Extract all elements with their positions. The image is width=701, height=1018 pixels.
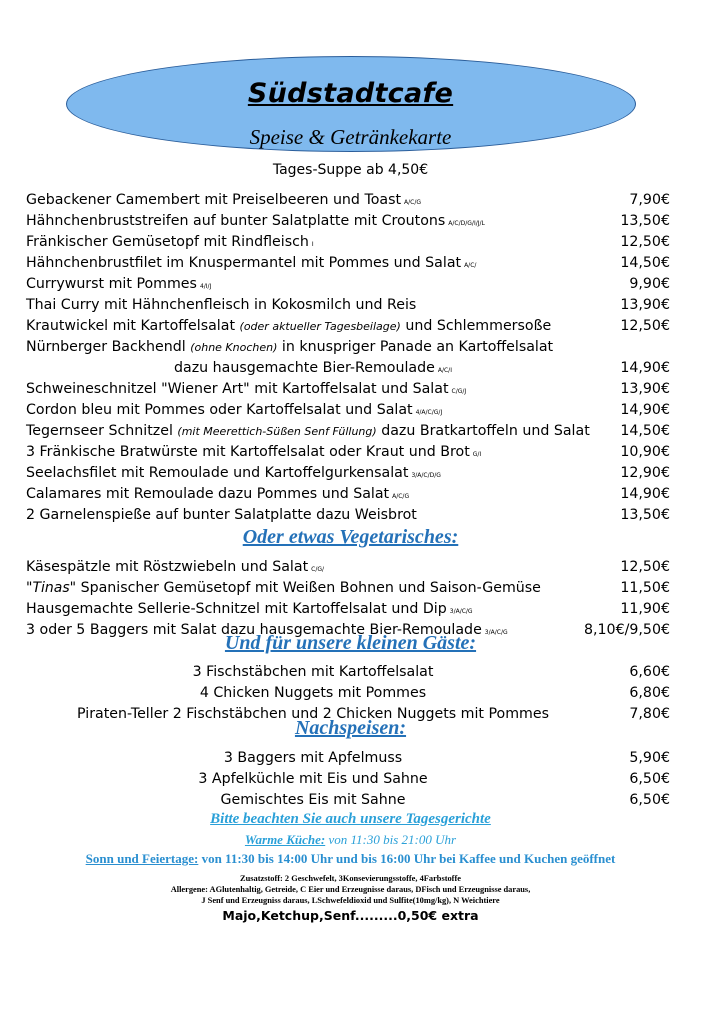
menu-item	[26, 339, 670, 359]
menu-item	[26, 486, 670, 506]
allergens-note-1: Allergene: AGlutenhaltig, Getreide, C Eier und Erzeugnisse daraus, DFisch und Erzeugnisse daraus,	[170, 885, 531, 894]
item-price: 14,90€	[620, 360, 670, 376]
item-name: 4 Chicken Nuggets mit Pommes	[199, 685, 427, 701]
item-name: Hausgemachte Sellerie-Schnitzel mit Kartoffelsalat und Dip	[26, 601, 447, 617]
item-name-after: dazu Bratkartoffeln und Salat	[381, 423, 590, 439]
item-allergens: A/C/G	[392, 493, 410, 500]
item-note: (oder aktueller Tagesbeilage)	[239, 320, 401, 333]
item-name: Thai Curry mit Hähnchenfleisch in Kokosmilch und Reis	[26, 297, 417, 313]
item-price: 14,90€	[620, 402, 670, 418]
menu-item	[26, 318, 670, 338]
holiday-time: von 11:30 bis 14:00 Uhr und bis 16:00 Uhr bei Kaffee und Kuchen geöffnet	[201, 851, 616, 866]
item-name-after: in knuspriger Panade an Kartoffelsalat	[281, 339, 554, 355]
section-title-desserts: Nachspeisen:	[294, 717, 407, 739]
item-price: 12,50€	[620, 559, 670, 575]
item-name: Cordon bleu mit Pommes oder Kartoffelsalat und Salat	[26, 402, 413, 418]
holiday-label: Sonn und Feiertage:	[85, 851, 199, 866]
item-price: 5,90€	[629, 750, 670, 766]
section-title-kids: Und für unsere kleinen Gäste:	[224, 632, 477, 654]
item-price: 8,10€/9,50€	[583, 622, 670, 638]
menu-item	[26, 213, 670, 233]
allergens-note-2: J Senf und Erzeugniss daraus, LSchwefeldioxid und Sulfite(10mg/kg), N Weichtiere	[201, 896, 500, 905]
kitchen-label: Warme Küche:	[244, 832, 326, 847]
menu-item	[26, 276, 670, 296]
item-name: Calamares mit Remoulade dazu Pommes und Salat	[26, 486, 390, 502]
additives-note: Zusatzstoff: 2 Geschwefelt, 3Konsevierungsstoffe, 4Farbstoffe	[240, 874, 461, 883]
item-price: 10,90€	[620, 444, 670, 460]
menu-item	[26, 750, 670, 770]
kitchen-time: von 11:30 bis 21:00 Uhr	[328, 832, 457, 847]
item-price: 9,90€	[629, 276, 670, 292]
daily-dishes-note: Bitte beachten Sie auch unsere Tagesgerichte	[210, 811, 491, 827]
item-name: Hähnchenbruststreifen auf bunter Salatplatte mit Croutons	[26, 213, 446, 229]
item-name: 3 Baggers mit Apfelmuss	[223, 750, 403, 766]
item-price: 7,90€	[629, 192, 670, 208]
item-allergens: A/C/D/G/I/J/L	[448, 220, 485, 227]
menu-item	[26, 771, 670, 791]
item-allergens: A/C/G	[404, 199, 422, 206]
item-price: 6,50€	[629, 771, 670, 787]
item-note: (mit Meerettich-Süßen Senf Füllung)	[177, 425, 377, 438]
menu-item	[26, 234, 670, 254]
menu-item	[26, 792, 670, 812]
item-name: dazu hausgemachte Bier-Remoulade	[174, 360, 435, 376]
menu-item	[26, 685, 670, 705]
menu-item	[26, 444, 670, 464]
section-title-vegetarian: Oder etwas Vegetarisches:	[242, 526, 459, 548]
menu-item	[26, 559, 670, 579]
item-price: 13,50€	[620, 213, 670, 229]
item-allergens: G/I	[472, 451, 482, 458]
menu-item	[26, 255, 670, 275]
item-note: (ohne Knochen)	[190, 341, 278, 354]
item-allergens: 3/A/C/G	[449, 608, 473, 615]
item-allergens: 3/A/C/D/G	[411, 472, 441, 479]
menu-item	[26, 465, 670, 485]
item-allergens: C/G/J	[451, 388, 467, 395]
kitchen-hours	[0, 832, 701, 848]
item-name: Schweineschnitzel "Wiener Art" mit Kartoffelsalat und Salat	[26, 381, 449, 397]
menu-item	[26, 580, 670, 600]
item-price: 12,90€	[620, 465, 670, 481]
item-allergens: 4/A/C/G/J	[415, 409, 443, 416]
menu-item	[26, 601, 670, 621]
item-price: 6,50€	[629, 792, 670, 808]
item-name: Käsespätzle mit Röstzwiebeln und Salat	[26, 559, 309, 575]
menu-item	[26, 297, 670, 317]
item-price: 12,50€	[620, 234, 670, 250]
item-name: 3 Fischstäbchen mit Kartoffelsalat	[192, 664, 434, 680]
menu-item	[26, 664, 670, 684]
item-name: Gebackener Camembert mit Preiselbeeren und Toast	[26, 192, 402, 208]
item-price: 11,90€	[620, 601, 670, 617]
item-allergens: A/C/	[464, 262, 477, 269]
item-price: 14,50€	[620, 423, 670, 439]
menu-item	[26, 192, 670, 212]
item-name: Hähnchenbrustfilet im Knuspermantel mit Pommes und Salat	[26, 255, 462, 271]
cafe-title: Südstadtcafe	[247, 78, 454, 109]
item-name: 3 oder 5 Baggers mit Salat dazu hausgemachte Bier-Remoulade	[26, 622, 482, 638]
item-name: Tegernseer Schnitzel	[26, 423, 173, 439]
menu-item	[26, 423, 670, 443]
item-name: Nürnberger Backhendl	[26, 339, 186, 355]
item-price: 11,50€	[620, 580, 670, 596]
item-price: 13,90€	[620, 297, 670, 313]
menu-item	[26, 507, 670, 527]
menu-item	[26, 381, 670, 401]
item-price: 14,50€	[620, 255, 670, 271]
item-price: 13,90€	[620, 381, 670, 397]
item-price: 6,60€	[629, 664, 670, 680]
item-name: 2 Garnelenspieße auf bunter Salatplatte dazu Weisbrot	[26, 507, 417, 523]
item-price: 6,80€	[629, 685, 670, 701]
item-name-after: und Schlemmersoße	[405, 318, 552, 334]
menu-subtitle: Speise & Getränkekarte	[249, 125, 452, 149]
item-allergens: 4/I/J	[199, 283, 212, 290]
item-name: Fränkischer Gemüsetopf mit Rindfleisch	[26, 234, 309, 250]
item-price: 12,50€	[620, 318, 670, 334]
menu-item	[26, 402, 670, 422]
item-name: Krautwickel mit Kartoffelsalat	[26, 318, 236, 334]
item-price: 14,90€	[620, 486, 670, 502]
item-allergens: C/G/	[311, 566, 325, 573]
item-name: Spanischer Gemüsetopf mit Weißen Bohnen und Saison-Gemüse	[80, 580, 541, 596]
item-price: 7,80€	[629, 706, 670, 722]
menu-item	[26, 360, 670, 380]
item-name: 3 Apfelküchle mit Eis und Sahne	[198, 771, 428, 787]
extras-price: Majo,Ketchup,Senf.........0,50€ extra	[222, 908, 479, 923]
item-name: Gemischtes Eis mit Sahne	[220, 792, 406, 808]
item-allergens: 3/A/C/G	[484, 629, 508, 636]
item-note: "Tinas"	[26, 580, 77, 596]
item-name: Piraten-Teller 2 Fischstäbchen und 2 Chicken Nuggets mit Pommes	[77, 706, 549, 722]
item-name: 3 Fränkische Bratwürste mit Kartoffelsalat oder Kraut und Brot	[26, 444, 470, 460]
item-allergens: I	[311, 241, 314, 248]
item-name: Seelachsfilet mit Remoulade und Kartoffelgurkensalat	[26, 465, 409, 481]
item-name: Currywurst mit Pommes	[26, 276, 197, 292]
item-price: 13,50€	[620, 507, 670, 523]
item-allergens: A/C/I	[437, 367, 452, 374]
daily-soup: Tages-Suppe ab 4,50€	[272, 162, 429, 178]
holiday-hours	[0, 851, 701, 867]
